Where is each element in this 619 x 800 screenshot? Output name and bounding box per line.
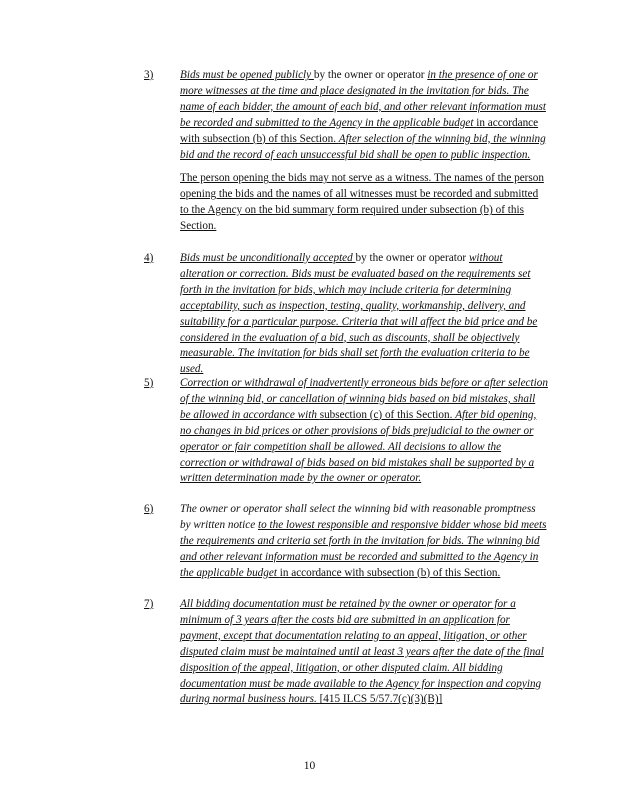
item-number: 7) <box>144 598 154 610</box>
text-run: to the lowest responsible and responsive bidder whose bid meets the requirements and criteria set forth in the invitation for bids. The winning bid and other relevant information must be recorded and submitted to the Agency in the applicable budget <box>180 518 547 579</box>
text-run: in the presence of one or more witnesses at the time and place designated in the invitation for bids. The name of each bidder, the amount of each bid, and other relevant information must be recorded and submitted to the Agency in the applicable budget <box>180 69 546 129</box>
text-run: The person opening the bids may not serve as a witness. The names of the person opening the bids and the names of all witnesses must be recorded and submitted to the Agency on the bid summary form required under subsection (b) of this Section. <box>180 172 544 233</box>
text-run: After selection of the winning bid, the winning bid and the record of each unsuccessful bid shall be open to public inspection. <box>180 132 546 161</box>
item-number: 6) <box>144 503 154 515</box>
text-run: in accordance with subsection (b) of this Section. <box>180 116 539 145</box>
text-run: subsection (c) of this Section. <box>319 408 456 421</box>
item-number: 5) <box>144 377 154 389</box>
text-run: by the owner or operator <box>313 69 428 81</box>
paragraph <box>180 68 548 163</box>
text-run: After bid opening, no changes in bid prices or other provisions of bids prejudicial to the owner or operator or fair competition shall be allowed. All decisions to allow the correction or withdrawal of bids based on bid mistakes shall be supported by a written determination made by the owner or operator. <box>180 408 537 485</box>
text-run: [415 ILCS 5/57.7(c)(3)(B)] <box>319 693 443 706</box>
text-run: Correction or withdrawal of inadvertently erroneous bids before or after selection of the winning bid, or cancellation of winning bids based on bid mistakes, shall be allowed in accordance with <box>180 377 548 421</box>
text-run: in accordance with subsection (b) of this Section. <box>279 566 501 579</box>
paragraph <box>180 376 548 487</box>
paragraph <box>180 171 548 235</box>
paragraph <box>180 251 548 378</box>
item-number: 3) <box>144 69 154 81</box>
text-run: The owner or operator shall select the winning bid with reasonable promptness by written notice <box>180 503 536 531</box>
text-run: without alteration or correction. Bids must be evaluated based on the requirements set forth in the invitation for bids, which may include criteria for determining acceptability, such as inspection, testing, quality, workmanship, delivery, and suitability for a particular purpose. Criteria that will affect the bid price and be considered in the evaluation of a bid, such as discounts, shall be objectively measurable. The invitation for bids shall set forth the evaluation criteria to be used. <box>180 252 538 376</box>
text-run: by the owner or operator <box>355 252 469 264</box>
paragraph <box>180 502 548 582</box>
item-body <box>180 502 548 582</box>
item-body <box>180 251 548 378</box>
text-run: Bids must be unconditionally accepted <box>180 252 356 264</box>
page-number: 10 <box>303 760 316 772</box>
text-run: Bids must be opened publicly <box>180 69 314 81</box>
text-run: All bidding documentation must be retained by the owner or operator for a minimum of 3 years after the costs bid are submitted in an application for payment, except that documentation relating to an appeal, litigation, or other disputed claim must be maintained until at least 3 years after the date of the final disposition of the appeal, litigation, or other disputed claim. All bidding documentation must be made available to the Agency for inspection and copying during normal business hours. <box>180 598 544 706</box>
item-body <box>180 68 548 235</box>
item-number: 4) <box>144 252 154 264</box>
item-body <box>180 376 548 487</box>
paragraph <box>180 597 548 708</box>
item-body <box>180 597 548 708</box>
